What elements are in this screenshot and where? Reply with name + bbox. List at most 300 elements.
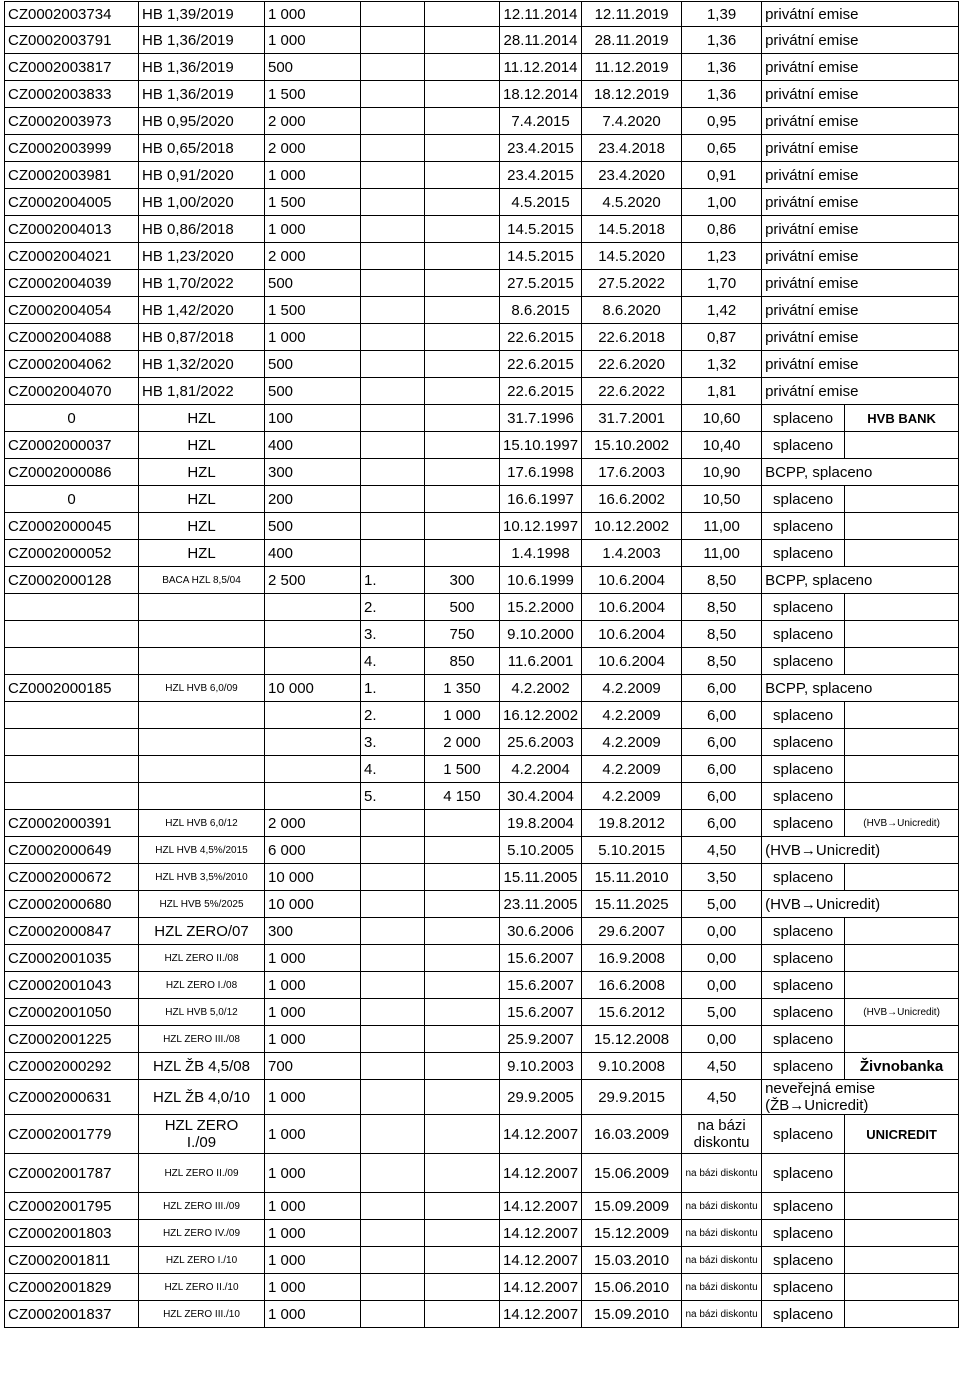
- coupon-cell: 10,60: [682, 405, 762, 432]
- name-cell: HZL ZERO I./09: [139, 1115, 265, 1154]
- volume-cell: 1 000: [265, 1274, 361, 1301]
- volume-cell: 100: [265, 405, 361, 432]
- tranche-volume-cell: [425, 297, 500, 324]
- table-row: [5, 324, 959, 351]
- coupon-cell: na bázi diskontu: [682, 1274, 762, 1301]
- tranche-cell: [361, 1154, 425, 1193]
- issue-date-cell: 14.5.2015: [500, 243, 582, 270]
- status-cell: privátní emise: [762, 162, 959, 189]
- status-cell: splaceno: [762, 918, 845, 945]
- table-row: [5, 351, 959, 378]
- coupon-cell: 0,00: [682, 918, 762, 945]
- tranche-cell: [361, 1301, 425, 1328]
- tranche-cell: [361, 999, 425, 1026]
- status-cell: privátní emise: [762, 324, 959, 351]
- status-cell: splaceno: [762, 729, 845, 756]
- tranche-cell: [361, 1080, 425, 1115]
- coupon-cell: 6,00: [682, 783, 762, 810]
- coupon-cell: 1,23: [682, 243, 762, 270]
- name-cell: HB 1,00/2020: [139, 189, 265, 216]
- name-cell: HZL ZERO II./09: [139, 1154, 265, 1193]
- status-cell: splaceno: [762, 1026, 845, 1053]
- tranche-cell: [361, 297, 425, 324]
- volume-cell: 1 000: [265, 1220, 361, 1247]
- name-cell: HB 0,95/2020: [139, 108, 265, 135]
- table-row: [5, 567, 959, 594]
- isin-cell: CZ0002001043: [5, 972, 139, 999]
- volume-cell: 1 000: [265, 1154, 361, 1193]
- name-cell: HZL ZERO I./08: [139, 972, 265, 999]
- status-cell: (HVB→Unicredit): [762, 891, 959, 918]
- coupon-cell: 6,00: [682, 702, 762, 729]
- issue-date-cell: 9.10.2000: [500, 621, 582, 648]
- table-row: [5, 27, 959, 54]
- status-cell: privátní emise: [762, 189, 959, 216]
- status-cell: neveřejná emise (ŽB→Unicredit): [762, 1080, 959, 1115]
- status-cell: BCPP, splaceno: [762, 567, 959, 594]
- issue-date-cell: 15.10.1997: [500, 432, 582, 459]
- status-cell: splaceno: [762, 864, 845, 891]
- tranche-cell: [361, 837, 425, 864]
- isin-cell: CZ0002000292: [5, 1053, 139, 1080]
- issue-date-cell: 14.12.2007: [500, 1115, 582, 1154]
- tranche-volume-cell: [425, 810, 500, 837]
- tranche-volume-cell: [425, 216, 500, 243]
- isin-cell: CZ0002004088: [5, 324, 139, 351]
- note-cell: [845, 702, 959, 729]
- tranche-cell: [361, 270, 425, 297]
- name-cell: HB 0,87/2018: [139, 324, 265, 351]
- status-cell: privátní emise: [762, 297, 959, 324]
- tranche-volume-cell: [425, 135, 500, 162]
- coupon-cell: 1,70: [682, 270, 762, 297]
- tranche-volume-cell: [425, 405, 500, 432]
- bond-table-body: [5, 2, 959, 1328]
- tranche-volume-cell: [425, 891, 500, 918]
- note-cell: [845, 945, 959, 972]
- maturity-date-cell: 15.12.2009: [582, 1220, 682, 1247]
- note-cell: [845, 1026, 959, 1053]
- name-cell: HB 1,39/2019: [139, 2, 265, 27]
- issue-date-cell: 29.9.2005: [500, 1080, 582, 1115]
- name-cell: HB 1,23/2020: [139, 243, 265, 270]
- volume-cell: 2 000: [265, 243, 361, 270]
- isin-cell: CZ0002003734: [5, 2, 139, 27]
- isin-cell: CZ0002000185: [5, 675, 139, 702]
- maturity-date-cell: 19.8.2012: [582, 810, 682, 837]
- tranche-volume-cell: [425, 1080, 500, 1115]
- status-cell: splaceno: [762, 1247, 845, 1274]
- status-cell: privátní emise: [762, 135, 959, 162]
- issue-date-cell: 30.6.2006: [500, 918, 582, 945]
- status-cell: splaceno: [762, 432, 845, 459]
- name-cell: HZL HVB 5%/2025: [139, 891, 265, 918]
- tranche-volume-cell: [425, 81, 500, 108]
- isin-cell: CZ0002003973: [5, 108, 139, 135]
- volume-cell: 2 500: [265, 567, 361, 594]
- maturity-date-cell: 23.4.2018: [582, 135, 682, 162]
- volume-cell: 500: [265, 351, 361, 378]
- volume-cell: 300: [265, 459, 361, 486]
- volume-cell: [265, 702, 361, 729]
- tranche-volume-cell: [425, 1193, 500, 1220]
- name-cell: [139, 702, 265, 729]
- coupon-cell: 10,90: [682, 459, 762, 486]
- isin-cell: [5, 621, 139, 648]
- volume-cell: 1 000: [265, 1247, 361, 1274]
- tranche-cell: [361, 972, 425, 999]
- maturity-date-cell: 10.6.2004: [582, 621, 682, 648]
- volume-cell: 700: [265, 1053, 361, 1080]
- table-row: [5, 405, 959, 432]
- tranche-volume-cell: [425, 270, 500, 297]
- coupon-cell: 6,00: [682, 675, 762, 702]
- maturity-date-cell: 15.06.2009: [582, 1154, 682, 1193]
- issue-date-cell: 23.4.2015: [500, 135, 582, 162]
- coupon-cell: 6,00: [682, 729, 762, 756]
- maturity-date-cell: 10.6.2004: [582, 648, 682, 675]
- status-cell: splaceno: [762, 486, 845, 513]
- maturity-date-cell: 9.10.2008: [582, 1053, 682, 1080]
- isin-cell: CZ0002004013: [5, 216, 139, 243]
- isin-cell: CZ0002004021: [5, 243, 139, 270]
- tranche-cell: [361, 1220, 425, 1247]
- issue-date-cell: 4.5.2015: [500, 189, 582, 216]
- status-cell: splaceno: [762, 594, 845, 621]
- note-cell: [845, 513, 959, 540]
- isin-cell: [5, 648, 139, 675]
- name-cell: [139, 729, 265, 756]
- volume-cell: [265, 756, 361, 783]
- isin-cell: CZ0002000672: [5, 864, 139, 891]
- table-row: [5, 189, 959, 216]
- maturity-date-cell: 22.6.2018: [582, 324, 682, 351]
- tranche-cell: [361, 54, 425, 81]
- issue-date-cell: 22.6.2015: [500, 351, 582, 378]
- coupon-cell: 0,00: [682, 945, 762, 972]
- coupon-cell: na bázi diskontu: [682, 1115, 762, 1154]
- issue-date-cell: 15.6.2007: [500, 972, 582, 999]
- tranche-cell: [361, 1274, 425, 1301]
- isin-cell: [5, 702, 139, 729]
- tranche-cell: 1.: [361, 567, 425, 594]
- name-cell: HB 0,91/2020: [139, 162, 265, 189]
- maturity-date-cell: 10.6.2004: [582, 567, 682, 594]
- isin-cell: [5, 783, 139, 810]
- maturity-date-cell: 31.7.2001: [582, 405, 682, 432]
- isin-cell: CZ0002001803: [5, 1220, 139, 1247]
- table-row: [5, 432, 959, 459]
- tranche-volume-cell: 4 150: [425, 783, 500, 810]
- isin-cell: CZ0002000391: [5, 810, 139, 837]
- coupon-cell: 1,39: [682, 2, 762, 27]
- table-row: [5, 783, 959, 810]
- tranche-cell: [361, 135, 425, 162]
- coupon-cell: 6,00: [682, 810, 762, 837]
- volume-cell: 1 000: [265, 324, 361, 351]
- status-cell: splaceno: [762, 648, 845, 675]
- maturity-date-cell: 7.4.2020: [582, 108, 682, 135]
- name-cell: HZL ZERO III./10: [139, 1301, 265, 1328]
- table-row: [5, 648, 959, 675]
- note-cell: (HVB→Unicredit): [845, 999, 959, 1026]
- name-cell: [139, 756, 265, 783]
- volume-cell: 500: [265, 378, 361, 405]
- tranche-volume-cell: [425, 999, 500, 1026]
- name-cell: HZL HVB 6,0/09: [139, 675, 265, 702]
- tranche-volume-cell: [425, 432, 500, 459]
- isin-cell: CZ0002000128: [5, 567, 139, 594]
- volume-cell: 10 000: [265, 891, 361, 918]
- table-row: [5, 972, 959, 999]
- issue-date-cell: 15.6.2007: [500, 945, 582, 972]
- issue-date-cell: 14.12.2007: [500, 1154, 582, 1193]
- tranche-cell: [361, 810, 425, 837]
- name-cell: HZL ZERO I./10: [139, 1247, 265, 1274]
- tranche-volume-cell: [425, 1274, 500, 1301]
- name-cell: HZL ZERO IV./09: [139, 1220, 265, 1247]
- issue-date-cell: 18.12.2014: [500, 81, 582, 108]
- name-cell: HZL ŽB 4,0/10: [139, 1080, 265, 1115]
- table-row: [5, 162, 959, 189]
- isin-cell: CZ0002001829: [5, 1274, 139, 1301]
- tranche-cell: [361, 216, 425, 243]
- coupon-cell: 5,00: [682, 999, 762, 1026]
- issue-date-cell: 15.11.2005: [500, 864, 582, 891]
- name-cell: HB 1,36/2019: [139, 81, 265, 108]
- isin-cell: 0: [5, 486, 139, 513]
- tranche-cell: [361, 891, 425, 918]
- coupon-cell: 6,00: [682, 756, 762, 783]
- name-cell: HZL: [139, 486, 265, 513]
- tranche-cell: [361, 162, 425, 189]
- maturity-date-cell: 8.6.2020: [582, 297, 682, 324]
- isin-cell: CZ0002001787: [5, 1154, 139, 1193]
- volume-cell: 1 000: [265, 216, 361, 243]
- issue-date-cell: 22.6.2015: [500, 378, 582, 405]
- note-cell: HVB BANK: [845, 405, 959, 432]
- tranche-cell: [361, 108, 425, 135]
- issue-date-cell: 14.12.2007: [500, 1301, 582, 1328]
- maturity-date-cell: 4.2.2009: [582, 675, 682, 702]
- volume-cell: 2 000: [265, 135, 361, 162]
- status-cell: splaceno: [762, 1154, 845, 1193]
- name-cell: HZL: [139, 405, 265, 432]
- volume-cell: [265, 783, 361, 810]
- name-cell: HB 0,86/2018: [139, 216, 265, 243]
- coupon-cell: na bázi diskontu: [682, 1193, 762, 1220]
- tranche-cell: 3.: [361, 729, 425, 756]
- table-row: [5, 108, 959, 135]
- issue-date-cell: 11.6.2001: [500, 648, 582, 675]
- name-cell: HZL: [139, 540, 265, 567]
- issue-date-cell: 23.4.2015: [500, 162, 582, 189]
- note-cell: [845, 540, 959, 567]
- tranche-cell: [361, 540, 425, 567]
- volume-cell: 500: [265, 513, 361, 540]
- issue-date-cell: 9.10.2003: [500, 1053, 582, 1080]
- tranche-volume-cell: [425, 27, 500, 54]
- tranche-cell: [361, 2, 425, 27]
- issue-date-cell: 17.6.1998: [500, 459, 582, 486]
- tranche-cell: [361, 405, 425, 432]
- name-cell: HZL HVB 5,0/12: [139, 999, 265, 1026]
- maturity-date-cell: 22.6.2020: [582, 351, 682, 378]
- maturity-date-cell: 4.2.2009: [582, 783, 682, 810]
- volume-cell: 1 000: [265, 27, 361, 54]
- table-row: [5, 891, 959, 918]
- tranche-volume-cell: 300: [425, 567, 500, 594]
- maturity-date-cell: 15.6.2012: [582, 999, 682, 1026]
- table-row: [5, 918, 959, 945]
- name-cell: HB 1,70/2022: [139, 270, 265, 297]
- name-cell: [139, 594, 265, 621]
- coupon-cell: 0,95: [682, 108, 762, 135]
- maturity-date-cell: 4.2.2009: [582, 756, 682, 783]
- tranche-cell: [361, 1026, 425, 1053]
- isin-cell: [5, 729, 139, 756]
- coupon-cell: 1,00: [682, 189, 762, 216]
- coupon-cell: 10,40: [682, 432, 762, 459]
- volume-cell: 10 000: [265, 864, 361, 891]
- issue-date-cell: 23.11.2005: [500, 891, 582, 918]
- issue-date-cell: 11.12.2014: [500, 54, 582, 81]
- maturity-date-cell: 16.6.2008: [582, 972, 682, 999]
- name-cell: HZL HVB 3,5%/2010: [139, 864, 265, 891]
- coupon-cell: 1,81: [682, 378, 762, 405]
- status-cell: splaceno: [762, 513, 845, 540]
- volume-cell: 1 000: [265, 1080, 361, 1115]
- tranche-volume-cell: [425, 351, 500, 378]
- issue-date-cell: 8.6.2015: [500, 297, 582, 324]
- coupon-cell: na bázi diskontu: [682, 1220, 762, 1247]
- coupon-cell: 0,65: [682, 135, 762, 162]
- note-cell: [845, 864, 959, 891]
- issue-date-cell: 10.6.1999: [500, 567, 582, 594]
- note-cell: [845, 783, 959, 810]
- tranche-volume-cell: [425, 108, 500, 135]
- tranche-cell: 4.: [361, 648, 425, 675]
- status-cell: (HVB→Unicredit): [762, 837, 959, 864]
- volume-cell: [265, 729, 361, 756]
- table-row: [5, 999, 959, 1026]
- issue-date-cell: 1.4.1998: [500, 540, 582, 567]
- tranche-volume-cell: [425, 1220, 500, 1247]
- status-cell: privátní emise: [762, 243, 959, 270]
- maturity-date-cell: 29.6.2007: [582, 918, 682, 945]
- tranche-cell: [361, 1115, 425, 1154]
- tranche-volume-cell: [425, 540, 500, 567]
- table-row: [5, 1154, 959, 1193]
- maturity-date-cell: 1.4.2003: [582, 540, 682, 567]
- tranche-volume-cell: [425, 918, 500, 945]
- table-row: [5, 621, 959, 648]
- note-cell: [845, 1193, 959, 1220]
- tranche-cell: [361, 324, 425, 351]
- tranche-volume-cell: [425, 162, 500, 189]
- note-cell: [845, 1154, 959, 1193]
- status-cell: splaceno: [762, 783, 845, 810]
- isin-cell: CZ0002000052: [5, 540, 139, 567]
- status-cell: splaceno: [762, 756, 845, 783]
- volume-cell: 10 000: [265, 675, 361, 702]
- name-cell: HB 1,32/2020: [139, 351, 265, 378]
- volume-cell: 6 000: [265, 837, 361, 864]
- maturity-date-cell: 15.12.2008: [582, 1026, 682, 1053]
- name-cell: [139, 783, 265, 810]
- coupon-cell: 4,50: [682, 1080, 762, 1115]
- status-cell: privátní emise: [762, 108, 959, 135]
- tranche-volume-cell: 500: [425, 594, 500, 621]
- tranche-cell: [361, 1193, 425, 1220]
- note-cell: [845, 1274, 959, 1301]
- maturity-date-cell: 10.12.2002: [582, 513, 682, 540]
- volume-cell: 500: [265, 270, 361, 297]
- issue-date-cell: 14.12.2007: [500, 1220, 582, 1247]
- issue-date-cell: 4.2.2002: [500, 675, 582, 702]
- status-cell: privátní emise: [762, 351, 959, 378]
- volume-cell: 2 000: [265, 108, 361, 135]
- table-row: [5, 1080, 959, 1115]
- table-row: [5, 756, 959, 783]
- name-cell: [139, 621, 265, 648]
- status-cell: splaceno: [762, 1301, 845, 1328]
- tranche-volume-cell: 1 500: [425, 756, 500, 783]
- issue-date-cell: 14.12.2007: [500, 1193, 582, 1220]
- tranche-volume-cell: [425, 1301, 500, 1328]
- issue-date-cell: 25.6.2003: [500, 729, 582, 756]
- table-row: [5, 1301, 959, 1328]
- maturity-date-cell: 18.12.2019: [582, 81, 682, 108]
- tranche-volume-cell: 2 000: [425, 729, 500, 756]
- tranche-cell: 3.: [361, 621, 425, 648]
- tranche-volume-cell: [425, 1154, 500, 1193]
- issue-date-cell: 14.5.2015: [500, 216, 582, 243]
- maturity-date-cell: 4.5.2020: [582, 189, 682, 216]
- volume-cell: 1 500: [265, 297, 361, 324]
- volume-cell: 200: [265, 486, 361, 513]
- coupon-cell: 1,36: [682, 81, 762, 108]
- table-row: [5, 540, 959, 567]
- tranche-volume-cell: [425, 324, 500, 351]
- tranche-volume-cell: [425, 189, 500, 216]
- coupon-cell: 0,86: [682, 216, 762, 243]
- status-cell: splaceno: [762, 972, 845, 999]
- issue-date-cell: 30.4.2004: [500, 783, 582, 810]
- maturity-date-cell: 16.03.2009: [582, 1115, 682, 1154]
- note-cell: [845, 1220, 959, 1247]
- issue-date-cell: 16.6.1997: [500, 486, 582, 513]
- note-cell: [845, 648, 959, 675]
- name-cell: HZL ZERO III./08: [139, 1026, 265, 1053]
- bond-table: [4, 1, 959, 1328]
- isin-cell: CZ0002000086: [5, 459, 139, 486]
- volume-cell: 1 000: [265, 1193, 361, 1220]
- table-row: [5, 54, 959, 81]
- name-cell: HB 1,42/2020: [139, 297, 265, 324]
- volume-cell: 1 000: [265, 1115, 361, 1154]
- tranche-cell: [361, 378, 425, 405]
- coupon-cell: 11,00: [682, 513, 762, 540]
- note-cell: [845, 621, 959, 648]
- maturity-date-cell: 10.6.2004: [582, 594, 682, 621]
- isin-cell: 0: [5, 405, 139, 432]
- volume-cell: 1 000: [265, 162, 361, 189]
- tranche-cell: [361, 459, 425, 486]
- status-cell: splaceno: [762, 621, 845, 648]
- note-cell: [845, 1247, 959, 1274]
- table-row: [5, 864, 959, 891]
